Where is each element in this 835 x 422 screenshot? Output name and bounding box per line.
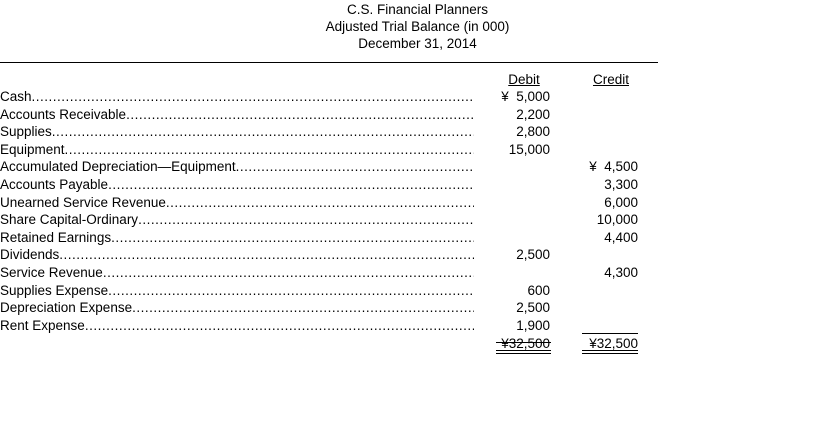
company-name: C.S. Financial Planners bbox=[346, 2, 489, 17]
debit-amount: 2,200 bbox=[516, 106, 550, 122]
table-row bbox=[0, 299, 660, 317]
table-row bbox=[0, 317, 660, 335]
debit-amount: 2,800 bbox=[516, 124, 550, 140]
account-name: Rent Expense ..... bbox=[0, 317, 474, 335]
account-name: Equipment ..... bbox=[0, 141, 474, 159]
credit-amount: 4,400 bbox=[604, 229, 638, 245]
account-name: Accounts Payable ..... bbox=[0, 176, 474, 194]
account-name: Supplies ..... bbox=[0, 123, 474, 141]
debit-amount: ¥ 5,000 bbox=[501, 89, 550, 104]
credit-amount: 6,000 bbox=[604, 194, 638, 210]
credit-amount: 3,300 bbox=[604, 177, 638, 192]
account-name: Supplies Expense ..... bbox=[0, 282, 474, 300]
debit-column-header: Debit bbox=[508, 72, 540, 87]
table-row bbox=[0, 123, 660, 141]
account-name: Dividends ..... bbox=[0, 246, 474, 264]
debit-amount: 600 bbox=[527, 282, 550, 298]
statement-date: December 31, 2014 bbox=[358, 36, 477, 51]
debit-total-double-rule bbox=[496, 350, 551, 354]
totals-row bbox=[0, 335, 660, 353]
debit-amount: 2,500 bbox=[516, 247, 550, 263]
table-row bbox=[0, 246, 660, 264]
credit-amount: 10,000 bbox=[596, 212, 638, 228]
debit-amount: 1,900 bbox=[516, 317, 550, 333]
credit-total: ¥32,500 bbox=[589, 336, 638, 351]
statement-title: Adjusted Trial Balance (in 000) bbox=[325, 19, 510, 34]
table-row bbox=[0, 106, 660, 124]
debit-amount: 2,500 bbox=[516, 300, 550, 316]
account-name: Share Capital-Ordinary ..... bbox=[0, 211, 474, 229]
account-name: Retained Earnings ..... bbox=[0, 229, 474, 247]
credit-total-underline bbox=[582, 333, 638, 334]
table-row bbox=[0, 176, 660, 194]
account-name: Cash ..... bbox=[0, 88, 474, 106]
account-name: Accumulated Depreciation—Equipment ..... bbox=[0, 158, 474, 176]
credit-amount: 4,300 bbox=[604, 265, 638, 280]
account-name: Accounts Receivable ..... bbox=[0, 106, 474, 124]
header-rule bbox=[0, 62, 658, 63]
debit-amount: 15,000 bbox=[508, 141, 550, 157]
debit-total: ¥32,500 bbox=[501, 336, 550, 351]
credit-amount: ¥ 4,500 bbox=[589, 159, 638, 175]
table-row bbox=[0, 194, 660, 212]
table-row bbox=[0, 229, 660, 247]
table-row bbox=[0, 158, 660, 176]
table-row bbox=[0, 282, 660, 300]
credit-total-double-rule bbox=[582, 350, 638, 354]
table-row bbox=[0, 211, 660, 229]
credit-column-header: Credit bbox=[592, 72, 629, 87]
table-row bbox=[0, 141, 660, 159]
account-name: Unearned Service Revenue ..... bbox=[0, 194, 474, 212]
table-row bbox=[0, 264, 660, 282]
account-name: Depreciation Expense ..... bbox=[0, 299, 474, 317]
table-row bbox=[0, 88, 660, 106]
account-name: Service Revenue ..... bbox=[0, 264, 474, 282]
